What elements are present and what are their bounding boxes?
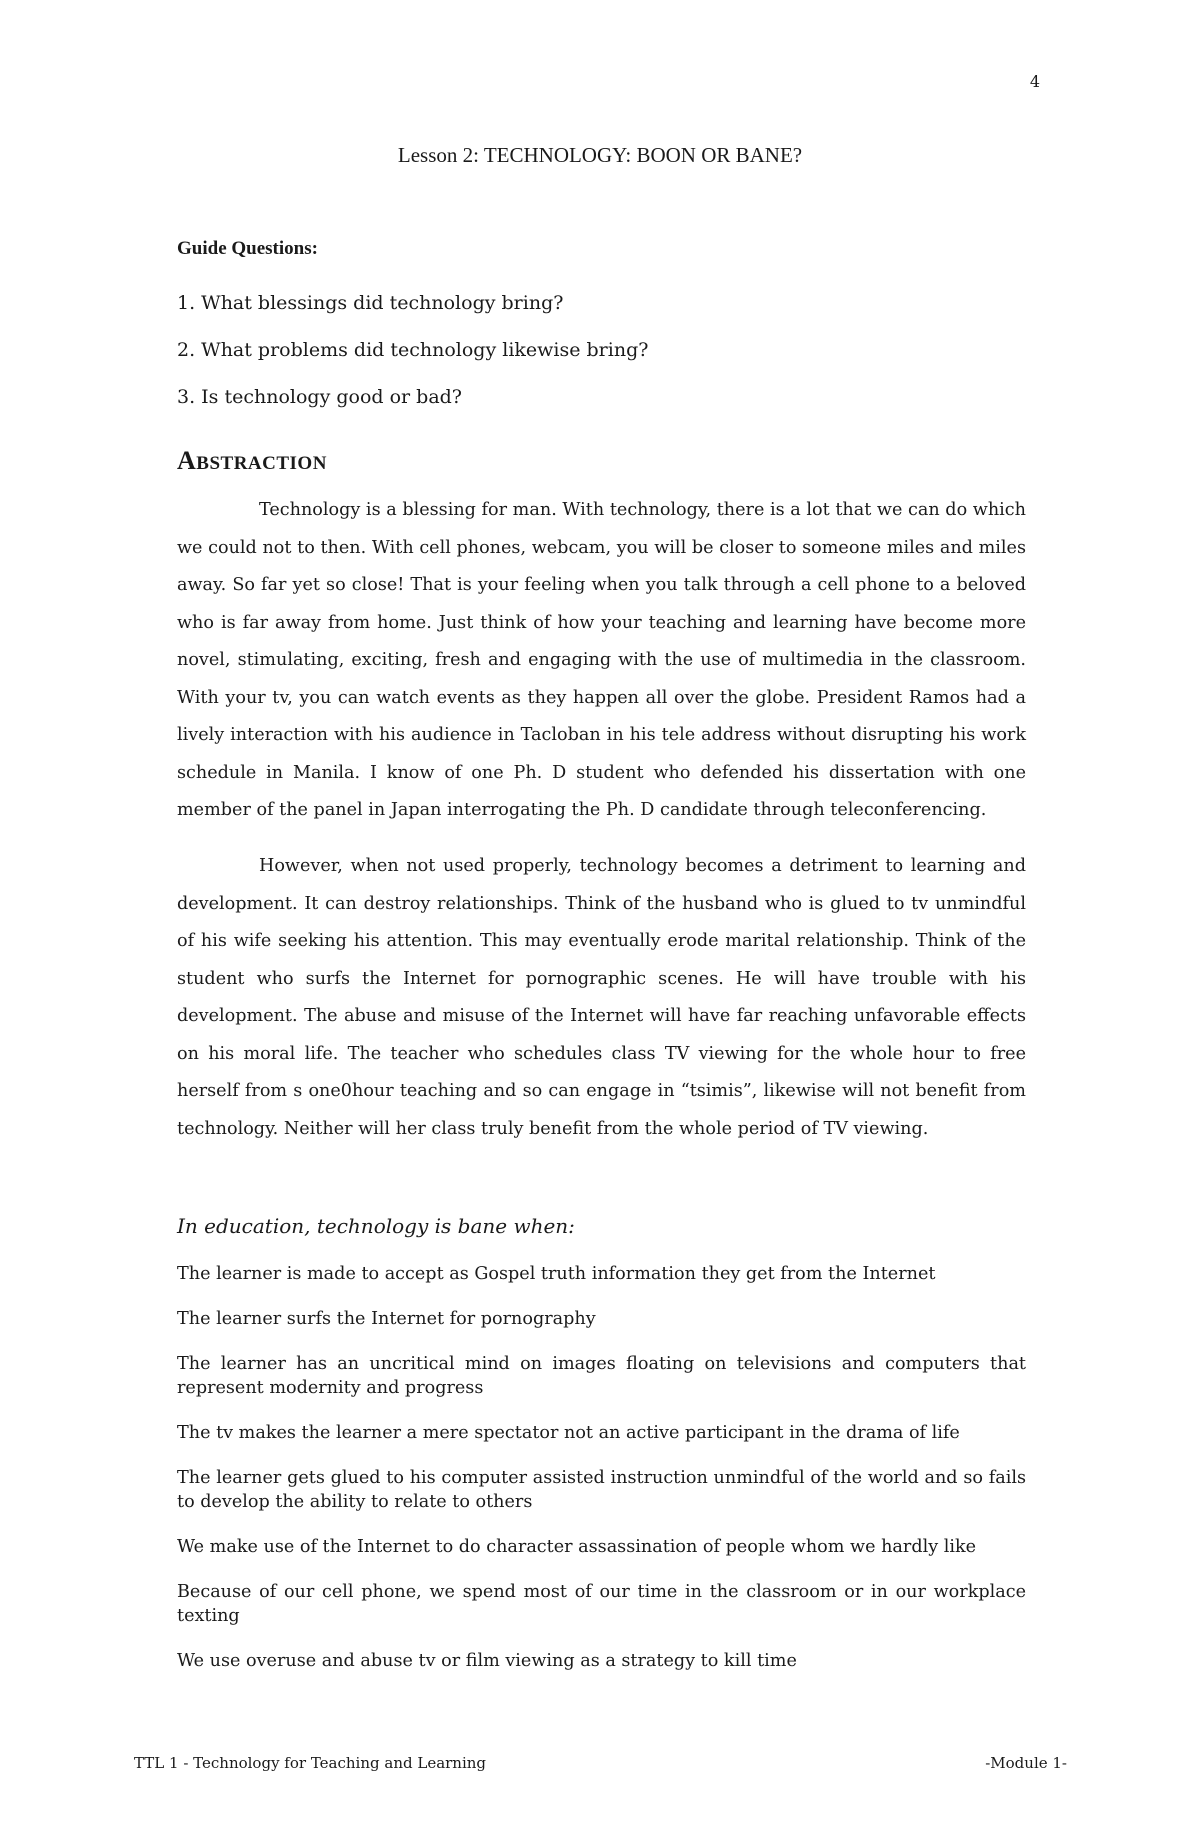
bane-list-item: The learner has an uncritical mind on images floating on televisions and computers that represent modernity and progress (177, 1354, 1026, 1398)
abstraction-heading-initial: A (177, 446, 197, 475)
guide-questions-list (177, 280, 1026, 421)
bane-list-item: Because of our cell phone, we spend most of our time in the classroom or in our workplace texting (177, 1582, 1026, 1626)
abstraction-paragraph: However, when not used properly, technology becomes a detriment to learning and development. It can destroy relationships. Think of the husband who is glued to tv unmindful of his wife seeking his attention. This may eventually erode marital relationship. Think of the student who surfs the Internet for pornographic scenes. He will have trouble with his development. The abuse and misuse of the Internet will have far reaching unfavorable effects on his moral life. The teacher who schedules class TV viewing for the whole hour to free herself from s one0hour teaching and so can engage in “tsimis”, likewise will not benefit from technology. Neither will her class truly benefit from the whole period of TV viewing. (177, 856, 1026, 1139)
bane-list-item: We make use of the Internet to do character assassination of people whom we hardly like (177, 1537, 977, 1557)
bane-list (177, 1262, 1026, 1694)
page-number: 4 (1029, 72, 1040, 91)
guide-question-item: 3. Is technology good or bad? (177, 386, 462, 408)
bane-list-item: The learner is made to accept as Gospel truth information they get from the Internet (177, 1264, 936, 1284)
guide-question-item: 2. What problems did technology likewise bring? (177, 339, 649, 361)
guide-question-item: 1. What blessings did technology bring? (177, 292, 564, 314)
bane-list-item: The learner surfs the Internet for pornography (177, 1309, 596, 1329)
lesson-title: Lesson 2: TECHNOLOGY: BOON OR BANE? (397, 143, 803, 167)
footer-module-label: -Module 1- (985, 1754, 1067, 1772)
abstraction-paragraph: Technology is a blessing for man. With technology, there is a lot that we can do which we could not to then. With cell phones, webcam, you will be closer to someone miles and miles away. So far yet so close! That is your feeling when you talk through a cell phone to a beloved who is far away from home. Just think of how your teaching and learning have become more novel, stimulating, exciting, fresh and engaging with the use of multimedia in the classroom. With your tv, you can watch events as they happen all over the globe. President Ramos had a lively interaction with his audience in Tacloban in his tele address without disrupting his work schedule in Manila. I know of one Ph. D student who defended his dissertation with one member of the panel in Japan interrogating the Ph. D candidate through teleconferencing. (177, 500, 1026, 820)
bane-subheading: In education, technology is bane when: (177, 1214, 575, 1238)
abstraction-heading (177, 446, 1026, 476)
bane-list-item: We use overuse and abuse tv or film viewing as a strategy to kill time (177, 1651, 797, 1671)
abstraction-heading-rest: BSTRACTION (196, 453, 327, 474)
guide-questions-heading: Guide Questions: (177, 238, 318, 259)
bane-list-item: The tv makes the learner a mere spectator not an active participant in the drama of life (177, 1423, 960, 1443)
footer-course-title: TTL 1 - Technology for Teaching and Learning (134, 1754, 487, 1772)
bane-list-item: The learner gets glued to his computer assisted instruction unmindful of the world and so fails to develop the ability to relate to others (177, 1468, 1026, 1512)
